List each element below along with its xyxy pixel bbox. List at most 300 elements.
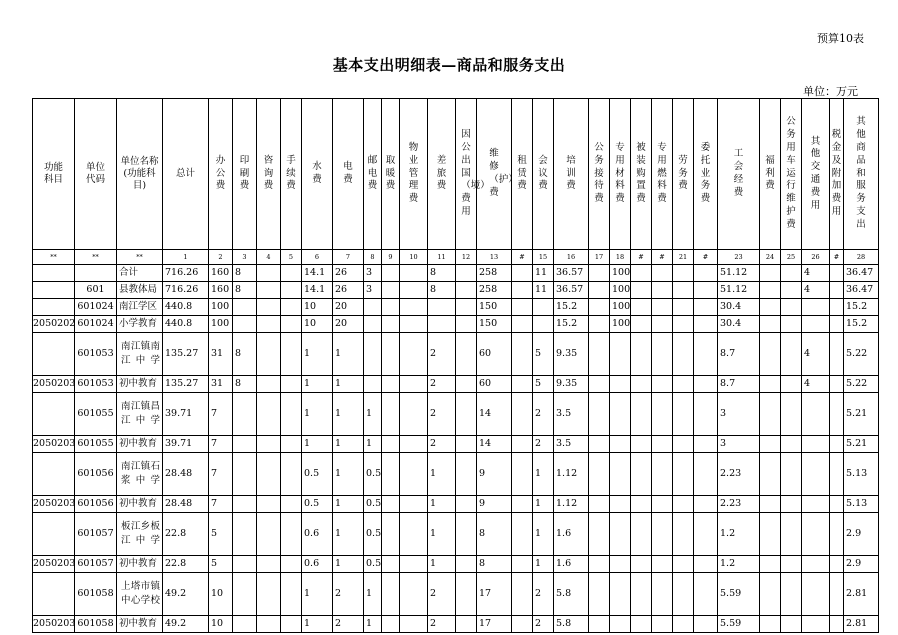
- table-cell: [830, 513, 844, 556]
- table-cell: 2.23: [718, 453, 760, 496]
- table-cell: 1.2: [718, 513, 760, 556]
- table-cell: 10: [209, 616, 233, 633]
- column-header: 物业管理费: [400, 99, 428, 250]
- table-cell: [400, 616, 428, 633]
- table-cell: [233, 316, 257, 333]
- table-cell: 8.7: [718, 376, 760, 393]
- table-cell: 5.8: [554, 616, 589, 633]
- column-index: #: [652, 250, 673, 265]
- table-cell: [631, 333, 652, 376]
- table-cell: 初中教育: [117, 556, 163, 573]
- table-cell: 10: [209, 573, 233, 616]
- column-index: 24: [760, 250, 781, 265]
- table-cell: [382, 453, 400, 496]
- table-cell: [257, 616, 281, 633]
- table-cell: 8.7: [718, 333, 760, 376]
- table-cell: [456, 333, 477, 376]
- column-index: 6: [302, 250, 333, 265]
- column-index: 13: [477, 250, 512, 265]
- table-cell: 31: [209, 333, 233, 376]
- table-cell: [652, 556, 673, 573]
- table-cell: [512, 616, 533, 633]
- table-cell: 26: [333, 265, 364, 282]
- table-cell: 2.81: [844, 616, 879, 633]
- table-cell: [257, 556, 281, 573]
- table-cell: 2050203: [33, 556, 75, 573]
- table-cell: 5.13: [844, 496, 879, 513]
- table-cell: [456, 556, 477, 573]
- table-cell: 100: [209, 299, 233, 316]
- table-cell: [673, 616, 694, 633]
- column-index: **: [117, 250, 163, 265]
- table-cell: [830, 436, 844, 453]
- table-cell: 2: [428, 436, 456, 453]
- table-row: [33, 616, 879, 633]
- table-cell: [257, 496, 281, 513]
- table-cell: [512, 316, 533, 333]
- table-cell: [802, 316, 830, 333]
- table-cell: [512, 393, 533, 436]
- table-cell: [631, 393, 652, 436]
- table-cell: 22.8: [163, 513, 209, 556]
- column-header: 其他交通费用: [802, 99, 830, 250]
- column-index: 9: [382, 250, 400, 265]
- table-cell: 14: [477, 436, 512, 453]
- table-cell: 17: [477, 573, 512, 616]
- column-header: 电费: [333, 99, 364, 250]
- table-cell: [382, 333, 400, 376]
- table-cell: [33, 299, 75, 316]
- table-cell: 1.2: [718, 556, 760, 573]
- table-cell: 5.21: [844, 436, 879, 453]
- table-cell: [673, 573, 694, 616]
- table-cell: 1: [333, 453, 364, 496]
- table-cell: 10: [302, 316, 333, 333]
- table-cell: [781, 282, 802, 299]
- unit-label: 单位：万元: [803, 85, 858, 98]
- table-cell: [400, 496, 428, 513]
- table-cell: 160: [209, 282, 233, 299]
- table-cell: 2.81: [844, 573, 879, 616]
- table-cell: [673, 556, 694, 573]
- table-cell: 县教体局: [117, 282, 163, 299]
- table-cell: 4: [802, 333, 830, 376]
- table-cell: 15.2: [554, 316, 589, 333]
- table-cell: 初中教育: [117, 616, 163, 633]
- table-cell: 2050203: [33, 436, 75, 453]
- table-cell: 1.12: [554, 496, 589, 513]
- table-cell: [610, 616, 631, 633]
- table-cell: [760, 616, 781, 633]
- table-cell: 1: [428, 513, 456, 556]
- table-cell: 8: [477, 556, 512, 573]
- table-cell: [382, 556, 400, 573]
- column-index: 11: [428, 250, 456, 265]
- table-cell: 2: [428, 616, 456, 633]
- table-cell: [781, 376, 802, 393]
- column-index: 7: [333, 250, 364, 265]
- table-cell: 36.47: [844, 265, 879, 282]
- table-cell: [400, 376, 428, 393]
- table-row: [33, 316, 879, 333]
- table-cell: 1: [333, 513, 364, 556]
- table-cell: [631, 513, 652, 556]
- table-cell: [512, 513, 533, 556]
- table-cell: [830, 616, 844, 633]
- table-cell: [694, 333, 718, 376]
- column-header: 邮电费: [364, 99, 382, 250]
- table-cell: [652, 282, 673, 299]
- table-cell: [382, 265, 400, 282]
- table-cell: 0.5: [302, 453, 333, 496]
- table-cell: [802, 453, 830, 496]
- table-cell: [652, 393, 673, 436]
- table-cell: [400, 573, 428, 616]
- table-cell: [400, 333, 428, 376]
- table-cell: [281, 282, 302, 299]
- table-cell: [830, 573, 844, 616]
- table-cell: [257, 513, 281, 556]
- table-cell: [400, 393, 428, 436]
- table-cell: [589, 265, 610, 282]
- table-cell: [233, 496, 257, 513]
- table-cell: [631, 265, 652, 282]
- table-cell: [456, 299, 477, 316]
- table-cell: [830, 556, 844, 573]
- table-cell: 1: [302, 573, 333, 616]
- table-cell: 南江镇昌江中学: [117, 393, 163, 436]
- table-cell: [233, 299, 257, 316]
- table-cell: 30.4: [718, 316, 760, 333]
- table-cell: 9: [477, 496, 512, 513]
- table-cell: [760, 513, 781, 556]
- table-cell: [589, 453, 610, 496]
- table-cell: [631, 616, 652, 633]
- column-index: 3: [233, 250, 257, 265]
- table-cell: [512, 453, 533, 496]
- table-cell: 5: [533, 333, 554, 376]
- table-cell: [760, 573, 781, 616]
- table-cell: 5: [533, 376, 554, 393]
- table-cell: [382, 376, 400, 393]
- table-cell: 601055: [75, 436, 117, 453]
- table-row: [33, 513, 879, 556]
- table-cell: 3: [364, 265, 382, 282]
- table-cell: 8: [233, 376, 257, 393]
- table-cell: [428, 299, 456, 316]
- column-index: 28: [844, 250, 879, 265]
- table-cell: [456, 376, 477, 393]
- column-header: 委托业务费: [694, 99, 718, 250]
- table-cell: [830, 393, 844, 436]
- table-cell: 5.59: [718, 616, 760, 633]
- table-cell: [512, 265, 533, 282]
- table-cell: 15.2: [554, 299, 589, 316]
- table-cell: [281, 573, 302, 616]
- table-cell: [673, 376, 694, 393]
- column-index: 16: [554, 250, 589, 265]
- table-cell: [589, 496, 610, 513]
- table-cell: [610, 436, 631, 453]
- table-cell: [589, 513, 610, 556]
- table-cell: 1: [333, 556, 364, 573]
- table-cell: 51.12: [718, 265, 760, 282]
- column-index: 1: [163, 250, 209, 265]
- column-header: 专用材料费: [610, 99, 631, 250]
- table-cell: 601057: [75, 556, 117, 573]
- table-cell: [652, 616, 673, 633]
- table-cell: 2050202: [33, 316, 75, 333]
- table-cell: [281, 333, 302, 376]
- column-index: #: [830, 250, 844, 265]
- table-cell: [257, 393, 281, 436]
- table-cell: [257, 299, 281, 316]
- table-cell: [456, 436, 477, 453]
- table-cell: 5.8: [554, 573, 589, 616]
- table-cell: 2: [533, 436, 554, 453]
- table-cell: [610, 496, 631, 513]
- table-cell: 0.6: [302, 556, 333, 573]
- table-cell: 2.9: [844, 513, 879, 556]
- table-cell: 8: [233, 333, 257, 376]
- table-cell: [631, 299, 652, 316]
- table-cell: [652, 453, 673, 496]
- table-cell: 2: [333, 616, 364, 633]
- table-cell: [694, 316, 718, 333]
- column-index: 17: [589, 250, 610, 265]
- table-cell: [781, 393, 802, 436]
- column-index: #: [631, 250, 652, 265]
- table-cell: 20: [333, 316, 364, 333]
- column-index: **: [33, 250, 75, 265]
- table-cell: 上塔市镇中心学校: [117, 573, 163, 616]
- table-cell: 601: [75, 282, 117, 299]
- table-cell: 1: [533, 453, 554, 496]
- table-cell: [694, 376, 718, 393]
- table-cell: 150: [477, 299, 512, 316]
- table-cell: 1.12: [554, 453, 589, 496]
- table-cell: 601056: [75, 496, 117, 513]
- table-cell: [631, 376, 652, 393]
- column-header: 咨询费: [257, 99, 281, 250]
- table-cell: [673, 333, 694, 376]
- table-cell: [610, 573, 631, 616]
- table-cell: [281, 316, 302, 333]
- column-header: 水费: [302, 99, 333, 250]
- table-cell: [512, 436, 533, 453]
- table-row: [33, 453, 879, 496]
- table-cell: [610, 556, 631, 573]
- table-cell: [694, 453, 718, 496]
- table-cell: 601057: [75, 513, 117, 556]
- table-cell: [428, 316, 456, 333]
- table-cell: 5.13: [844, 453, 879, 496]
- table-cell: 100: [209, 316, 233, 333]
- table-cell: 初中教育: [117, 496, 163, 513]
- table-cell: [631, 556, 652, 573]
- table-cell: [257, 436, 281, 453]
- table-cell: [233, 513, 257, 556]
- table-cell: [760, 556, 781, 573]
- table-cell: [631, 496, 652, 513]
- table-cell: 1.6: [554, 556, 589, 573]
- table-cell: 100: [610, 282, 631, 299]
- table-cell: [830, 316, 844, 333]
- table-cell: [589, 556, 610, 573]
- table-cell: 28.48: [163, 496, 209, 513]
- table-cell: [400, 453, 428, 496]
- table-cell: 15.2: [844, 316, 879, 333]
- table-cell: [33, 282, 75, 299]
- table-cell: [382, 496, 400, 513]
- table-cell: 合计: [117, 265, 163, 282]
- table-cell: 14.1: [302, 282, 333, 299]
- table-cell: 1: [333, 333, 364, 376]
- column-index: 21: [673, 250, 694, 265]
- table-cell: [533, 299, 554, 316]
- table-cell: 28.48: [163, 453, 209, 496]
- table-cell: [830, 333, 844, 376]
- table-cell: [781, 556, 802, 573]
- table-cell: 440.8: [163, 316, 209, 333]
- table-cell: 1: [364, 436, 382, 453]
- table-cell: [364, 376, 382, 393]
- table-cell: 100: [610, 299, 631, 316]
- table-cell: [802, 616, 830, 633]
- table-cell: [673, 436, 694, 453]
- table-cell: [364, 299, 382, 316]
- table-cell: 8: [428, 265, 456, 282]
- table-row: [33, 573, 879, 616]
- table-cell: 0.5: [364, 496, 382, 513]
- table-cell: 258: [477, 282, 512, 299]
- table-cell: [533, 316, 554, 333]
- table-cell: [781, 573, 802, 616]
- table-cell: [830, 453, 844, 496]
- table-cell: 3: [364, 282, 382, 299]
- table-cell: 135.27: [163, 376, 209, 393]
- column-header: 总计: [163, 99, 209, 250]
- column-index: 23: [718, 250, 760, 265]
- table-cell: [652, 436, 673, 453]
- table-cell: 601053: [75, 333, 117, 376]
- table-cell: [694, 573, 718, 616]
- table-cell: [694, 265, 718, 282]
- table-cell: [33, 265, 75, 282]
- table-cell: [673, 265, 694, 282]
- column-index: 26: [802, 250, 830, 265]
- table-cell: 1: [428, 556, 456, 573]
- column-header: 被装购置费: [631, 99, 652, 250]
- table-cell: 1: [302, 616, 333, 633]
- table-cell: 15.2: [844, 299, 879, 316]
- table-cell: 1: [333, 436, 364, 453]
- column-header: 差旅费: [428, 99, 456, 250]
- table-cell: [802, 299, 830, 316]
- table-cell: [830, 376, 844, 393]
- column-index: 10: [400, 250, 428, 265]
- table-cell: 7: [209, 453, 233, 496]
- table-cell: 7: [209, 496, 233, 513]
- table-cell: 5.22: [844, 376, 879, 393]
- table-cell: 258: [477, 265, 512, 282]
- table-cell: [257, 333, 281, 376]
- table-cell: [760, 436, 781, 453]
- table-cell: 100: [610, 316, 631, 333]
- table-cell: [673, 393, 694, 436]
- table-cell: [631, 573, 652, 616]
- table-cell: 1: [428, 453, 456, 496]
- table-cell: [589, 573, 610, 616]
- table-row: [33, 265, 879, 282]
- table-cell: [281, 496, 302, 513]
- table-cell: 601056: [75, 453, 117, 496]
- table-cell: [781, 496, 802, 513]
- table-row: [33, 282, 879, 299]
- table-cell: 5.22: [844, 333, 879, 376]
- table-cell: 49.2: [163, 616, 209, 633]
- table-cell: 5.21: [844, 393, 879, 436]
- table-cell: [802, 573, 830, 616]
- column-index: 12: [456, 250, 477, 265]
- table-cell: 10: [302, 299, 333, 316]
- table-row: [33, 436, 879, 453]
- table-cell: 南江镇石浆中学: [117, 453, 163, 496]
- table-cell: 2050203: [33, 496, 75, 513]
- table-cell: [760, 376, 781, 393]
- table-cell: [257, 376, 281, 393]
- column-index: 5: [281, 250, 302, 265]
- table-cell: 14.1: [302, 265, 333, 282]
- column-header: 工会经费: [718, 99, 760, 250]
- table-cell: [694, 393, 718, 436]
- table-cell: 2: [333, 573, 364, 616]
- table-cell: [456, 316, 477, 333]
- table-cell: [281, 299, 302, 316]
- table-cell: [652, 513, 673, 556]
- table-cell: 2.9: [844, 556, 879, 573]
- table-cell: [400, 299, 428, 316]
- table-cell: 初中教育: [117, 376, 163, 393]
- table-cell: 160: [209, 265, 233, 282]
- table-cell: 7: [209, 393, 233, 436]
- index-row: [33, 250, 879, 265]
- column-index: **: [75, 250, 117, 265]
- table-cell: [33, 333, 75, 376]
- table-cell: [257, 316, 281, 333]
- table-body: [33, 265, 879, 633]
- table-cell: [673, 453, 694, 496]
- column-header: 因公出国（境）费用: [456, 99, 477, 250]
- table-cell: 1: [302, 376, 333, 393]
- table-cell: [760, 393, 781, 436]
- table-cell: 39.71: [163, 393, 209, 436]
- column-index: 15: [533, 250, 554, 265]
- table-cell: 601055: [75, 393, 117, 436]
- table-row: [33, 496, 879, 513]
- table-cell: 2: [533, 573, 554, 616]
- table-row: [33, 393, 879, 436]
- table-cell: [233, 453, 257, 496]
- table-cell: [589, 282, 610, 299]
- table-cell: [694, 513, 718, 556]
- table-cell: [382, 299, 400, 316]
- table-cell: [673, 299, 694, 316]
- table-cell: 2: [533, 393, 554, 436]
- table-cell: 4: [802, 265, 830, 282]
- table-cell: [512, 282, 533, 299]
- table-cell: [631, 316, 652, 333]
